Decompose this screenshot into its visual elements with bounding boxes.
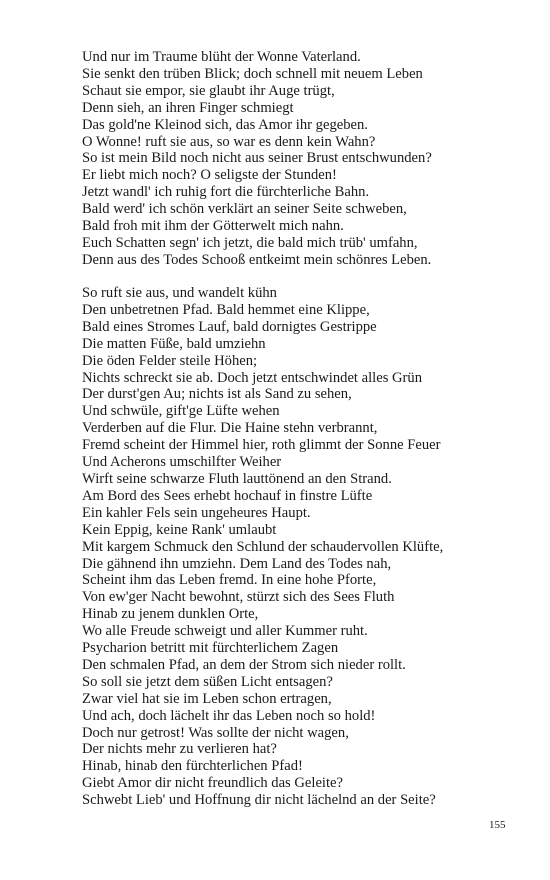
poem-line: Fremd scheint der Himmel hier, roth glimmt der Sonne Feuer — [82, 437, 441, 454]
poem-line: So soll sie jetzt dem süßen Licht entsagen? — [82, 673, 333, 690]
poem-line: O Wonne! ruft sie aus, so war es denn kein Wahn? — [82, 133, 376, 150]
poem-line: Und nur im Traume blüht der Wonne Vaterland. — [82, 49, 361, 65]
poem-line: Die matten Füße, bald umziehn — [82, 335, 266, 352]
poem-line: Die gähnend ihn umziehn. Dem Land des Todes nah, — [82, 555, 392, 572]
poem-line: So ist mein Bild noch nicht aus seiner Brust entschwunden? — [82, 150, 432, 167]
poem-line: Am Bord des Sees erhebt hochauf in finstre Lüfte — [82, 487, 373, 504]
poem-line: Mit kargem Schmuck den Schlund der schaudervollen Klüfte, — [82, 538, 444, 555]
poem-line: Er liebt mich noch? O seligste der Stunden! — [82, 167, 337, 184]
poem-line: Denn sieh, an ihren Finger schmiegt — [82, 99, 294, 116]
poem-line: Bald eines Stromes Lauf, bald dornigtes Gestrippe — [82, 318, 377, 335]
stanza-2 — [82, 285, 522, 809]
poem-line: Schaut sie empor, sie glaubt ihr Auge trügt, — [82, 82, 335, 99]
poem-line: Ein kahler Fels sein ungeheures Haupt. — [82, 504, 311, 521]
poem-line: Der nichts mehr zu verlieren hat? — [82, 741, 277, 758]
poem-line: Euch Schatten segn' ich jetzt, die bald mich trüb' umfahn, — [82, 234, 418, 251]
poem-line: Doch nur getrost! Was sollte der nicht wagen, — [82, 724, 349, 741]
poem-line: Von ew'ger Nacht bewohnt, stürzt sich des Sees Fluth — [82, 589, 395, 606]
poem-line: Giebt Amor dir nicht freundlich das Geleite? — [82, 775, 343, 792]
poem-line: Wirft seine schwarze Fluth lauttönend an den Strand. — [82, 470, 392, 487]
poem-line: Den schmalen Pfad, an dem der Strom sich nieder rollt. — [82, 656, 406, 673]
poem-line: Die öden Felder steile Höhen; — [82, 352, 258, 369]
poem-line: Schwebt Lieb' und Hoffnung dir nicht lächelnd an der Seite? — [82, 792, 436, 809]
poem-line: Und schwüle, gift'ge Lüfte wehen — [82, 403, 280, 420]
poem-line: Das gold'ne Kleinod sich, das Amor ihr gegeben. — [82, 116, 368, 133]
poem-line: So ruft sie aus, und wandelt kühn — [82, 285, 277, 301]
poem-line: Zwar viel hat sie im Leben schon ertragen, — [82, 690, 332, 707]
poem-line: Sie senkt den trüben Blick; doch schnell mit neuem Leben — [82, 65, 423, 82]
poem-line: Jetzt wandl' ich ruhig fort die fürchterliche Bahn. — [82, 184, 370, 201]
poem-line: Verderben auf die Flur. Die Haine stehn verbrannt, — [82, 420, 378, 437]
poem-line: Kein Eppig, keine Rank' umlaubt — [82, 521, 277, 538]
poem-line: Bald werd' ich schön verklärt an seiner Seite schweben, — [82, 201, 407, 218]
page-number: 155 — [489, 819, 506, 831]
poem-line: Nichts schreckt sie ab. Doch jetzt entschwindet alles Grün — [82, 369, 423, 386]
poem-line: Denn aus des Todes Schooß entkeimt mein schönres Leben. — [82, 251, 432, 268]
poem-line: Hinab, hinab den fürchterlichen Pfad! — [82, 758, 303, 775]
poem-line: Den unbetretnen Pfad. Bald hemmet eine Klippe, — [82, 301, 370, 318]
poem-line: Wo alle Freude schweigt und aller Kummer ruht. — [82, 623, 368, 640]
poem-line: Und ach, doch lächelt ihr das Leben noch so hold! — [82, 707, 376, 724]
poem-line: Bald froh mit ihm der Götterwelt mich nahn. — [82, 218, 344, 235]
stanza-1 — [82, 49, 522, 269]
poem-line: Psycharion betritt mit fürchterlichem Zagen — [82, 640, 339, 657]
poem-line: Scheint ihm das Leben fremd. In eine hohe Pforte, — [82, 572, 377, 589]
poem-line: Und Acherons umschilfter Weiher — [82, 454, 282, 471]
poem-line: Der durst'gen Au; nichts ist als Sand zu sehen, — [82, 386, 352, 403]
poem-line: Hinab zu jenem dunklen Orte, — [82, 606, 259, 623]
